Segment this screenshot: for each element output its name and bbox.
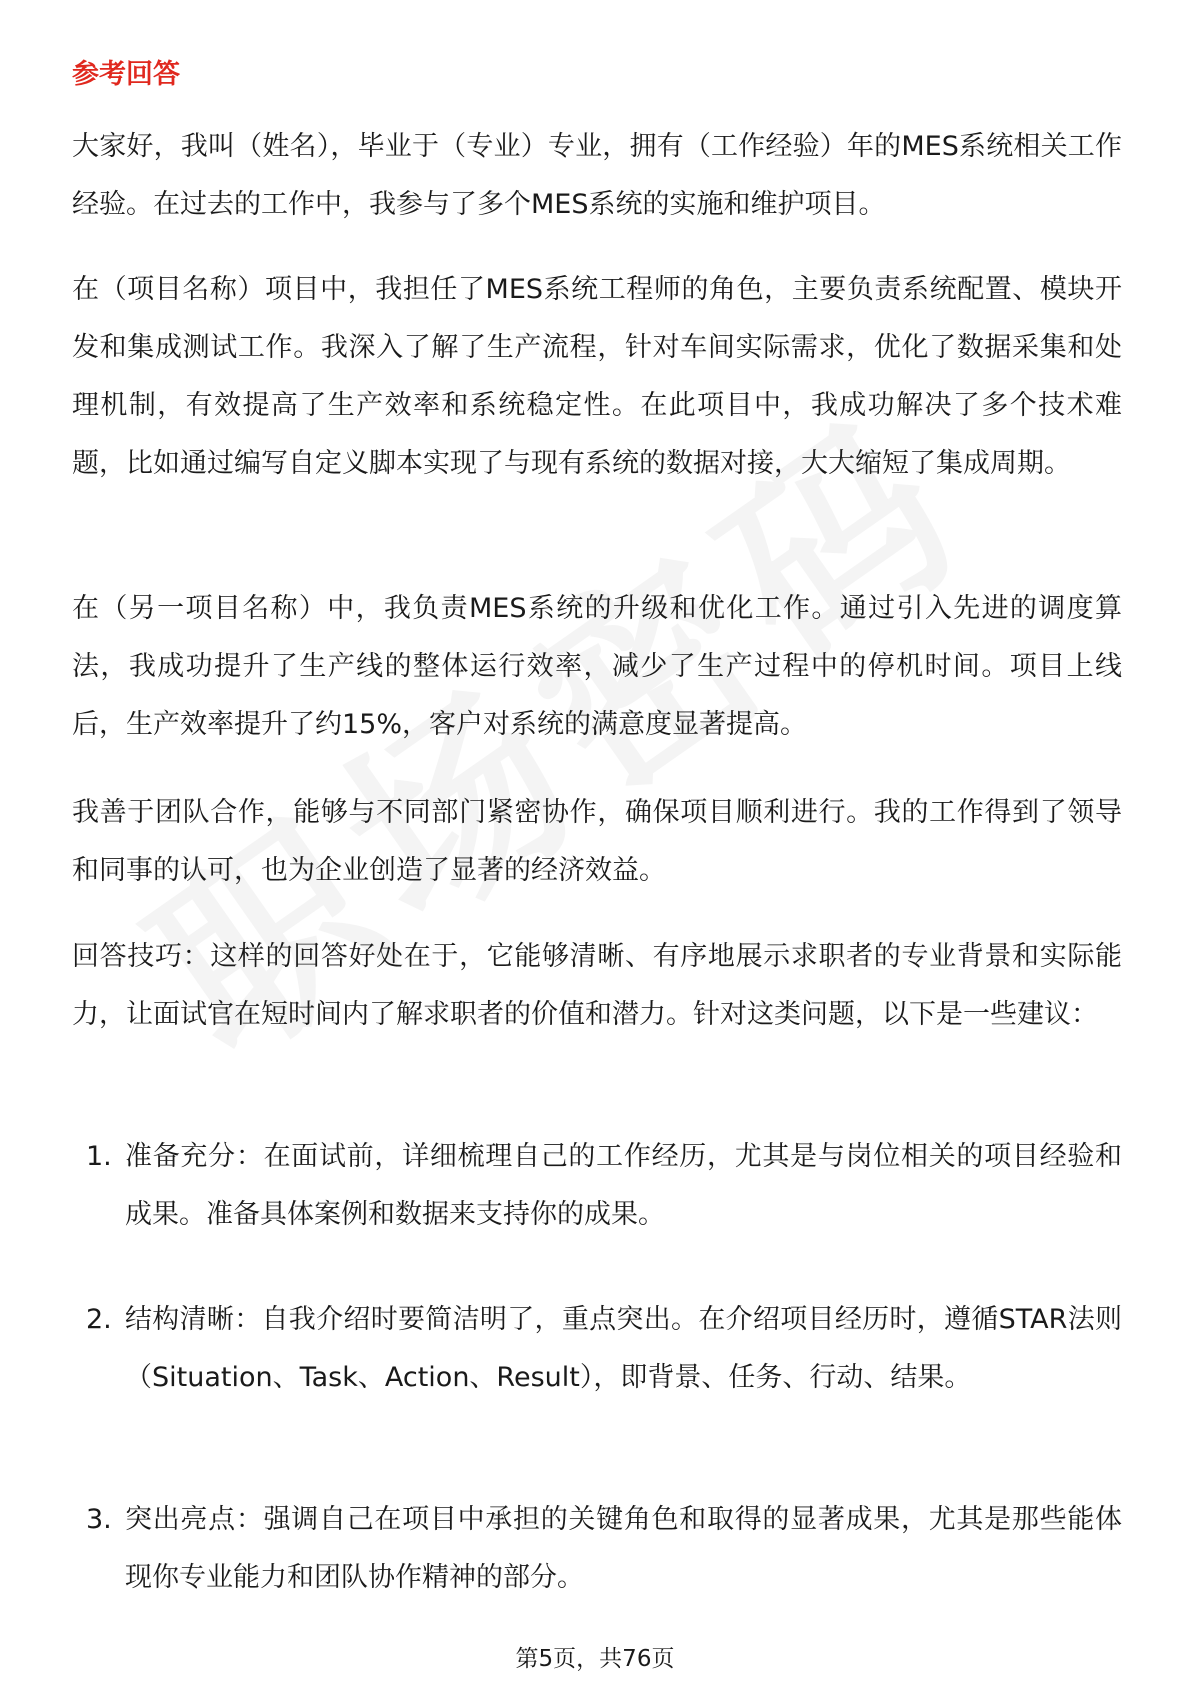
list-item-text: 突出亮点：强调自己在项目中承担的关键角色和取得的显著成果，尤其是那些能体现你专业能力和团队协作精神的部分。 [125,1504,1122,1593]
paragraph-project-1: 在（项目名称）项目中，我担任了MES系统工程师的角色，主要负责系统配置、模块开发和集成测试工作。我深入了解了生产流程，针对车间实际需求，优化了数据采集和处理机制，有效提高了生产效率和系统稳定性。在此项目中，我成功解决了多个技术难题，比如通过编写自定义脚本实现了与现有系统的数据对接，大大缩短了集成周期。 [72,274,1122,479]
page-number: 第5页，共76页 [515,1646,675,1672]
paragraph-answer-tips: 回答技巧：这样的回答好处在于，它能够清晰、有序地展示求职者的专业背景和实际能力，让面试官在短时间内了解求职者的价值和潜力。针对这类问题，以下是一些建议： [72,941,1122,1030]
list-item-text: 结构清晰：自我介绍时要简洁明了，重点突出。在介绍项目经历时，遵循STAR法则（Situation、Task、Action、Result），即背景、任务、行动、结果。 [125,1304,1122,1393]
paragraph-project-2: 在（另一项目名称）中，我负责MES系统的升级和优化工作。通过引入先进的调度算法，我成功提升了生产线的整体运行效率，减少了生产过程中的停机时间。项目上线后，生产效率提升了约15%，客户对系统的满意度显著提高。 [72,593,1122,740]
paragraph-teamwork: 我善于团队合作，能够与不同部门紧密协作，确保项目顺利进行。我的工作得到了领导和同事的认可，也为企业创造了显著的经济效益。 [72,797,1122,886]
list-item-number: 2. [86,1304,112,1335]
paragraph-intro: 大家好，我叫（姓名），毕业于（专业）专业，拥有（工作经验）年的MES系统相关工作经验。在过去的工作中，我参与了多个MES系统的实施和维护项目。 [72,131,1122,220]
list-item-number: 3. [86,1504,112,1535]
list-item [72,1128,1122,1244]
list-item-number: 1. [86,1141,112,1172]
section-heading: 参考回答 [72,59,180,90]
list-item [72,1491,1122,1607]
list-item [72,1291,1122,1407]
list-item-text: 准备充分：在面试前，详细梳理自己的工作经历，尤其是与岗位相关的项目经验和成果。准备具体案例和数据来支持你的成果。 [125,1141,1122,1230]
